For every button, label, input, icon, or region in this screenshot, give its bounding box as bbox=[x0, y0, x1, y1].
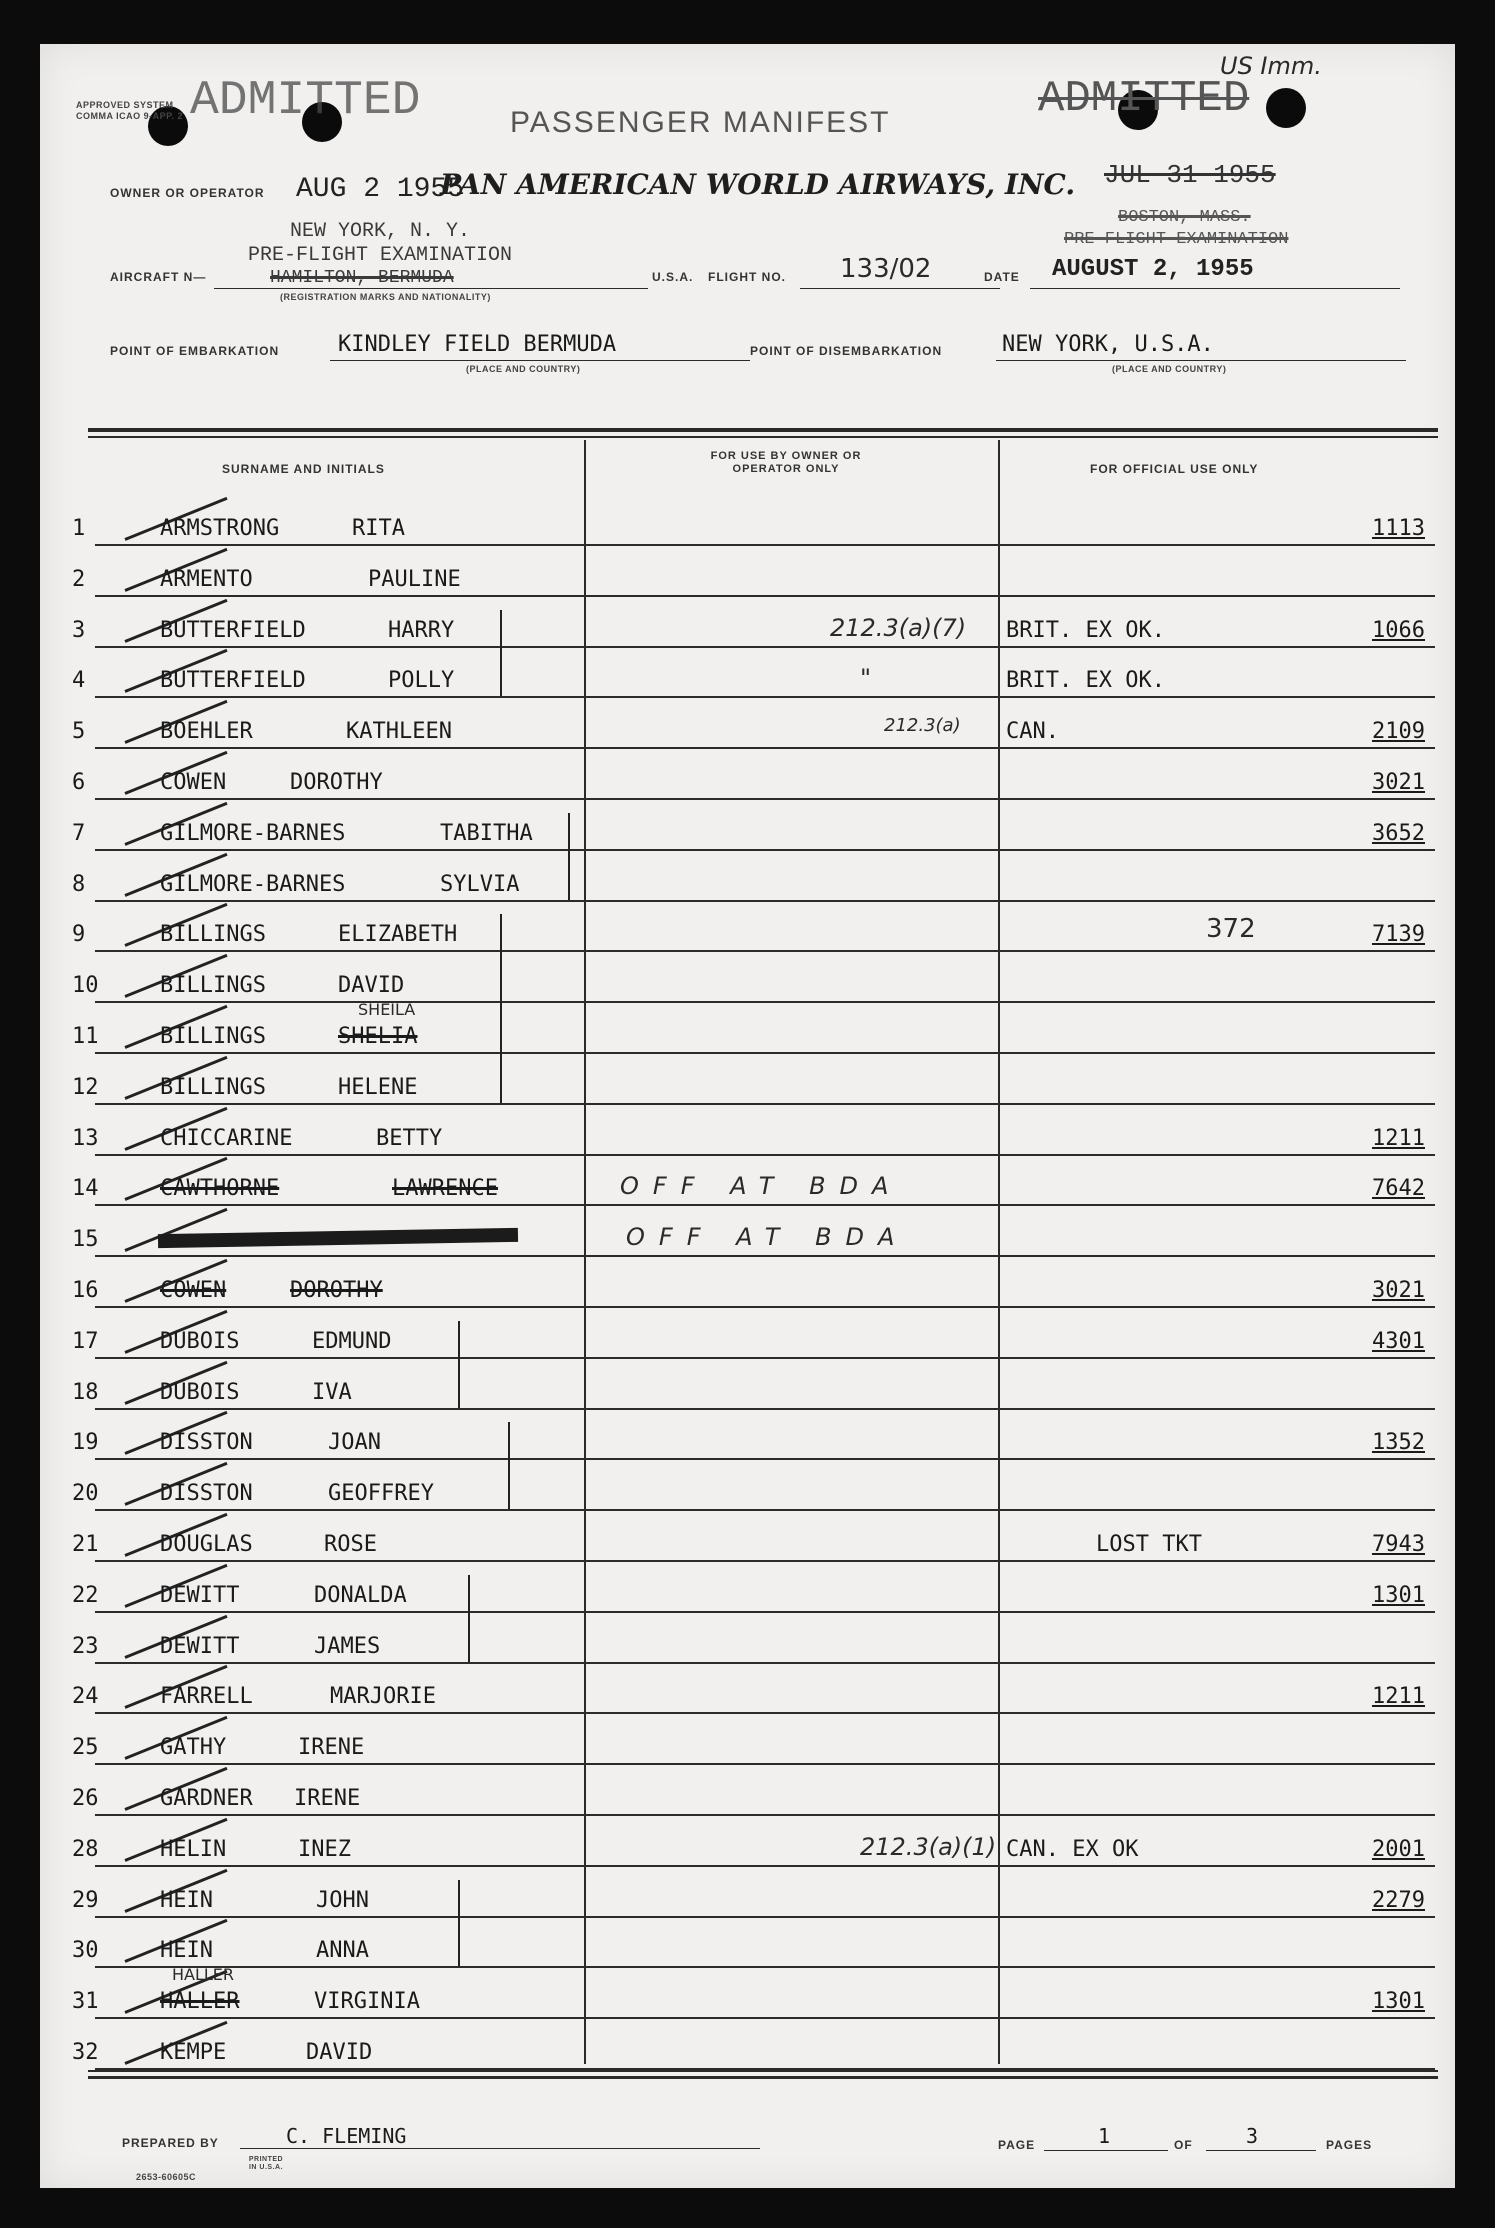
table-row bbox=[40, 1774, 1455, 1822]
table-row bbox=[40, 1317, 1455, 1365]
official-note: CAN. bbox=[1006, 719, 1059, 745]
redaction-bar bbox=[158, 1228, 518, 1248]
table-row bbox=[40, 1622, 1455, 1670]
given-name: VIRGINIA bbox=[314, 1989, 420, 2015]
preflight-stamp-line1: NEW YORK, N. Y. bbox=[290, 220, 471, 243]
given-name: ELIZABETH bbox=[338, 922, 458, 948]
row-rule bbox=[95, 2017, 1435, 2019]
given-name: PAULINE bbox=[368, 566, 461, 592]
table-row bbox=[40, 1215, 1455, 1263]
given-name: DOROTHY bbox=[290, 770, 383, 795]
family-bracket bbox=[508, 1422, 510, 1509]
table-row bbox=[40, 707, 1455, 755]
boston-stamp-line2: PRE-FLIGHT EXAMINATION bbox=[1064, 230, 1289, 249]
boston-stamp-line1: BOSTON, MASS. bbox=[1118, 208, 1251, 227]
admitted-stamp-left: ADMITTED bbox=[190, 74, 421, 128]
official-code: 7642 bbox=[1372, 1176, 1425, 1202]
row-number: 8 bbox=[72, 871, 86, 897]
owner-value: PAN AMERICAN WORLD AIRWAYS, INC. bbox=[440, 168, 1076, 201]
approval-stamp: APPROVED SYSTEM COMMA ICAO 9-APP. 2 bbox=[76, 100, 184, 121]
official-code: 1211 bbox=[1372, 1684, 1425, 1710]
handwritten-correction: SHEILA bbox=[358, 1000, 416, 1019]
date-underline bbox=[1030, 288, 1400, 289]
table-row bbox=[40, 1926, 1455, 1974]
row-rule bbox=[95, 1306, 1435, 1308]
owner-label: OWNER OR OPERATOR bbox=[110, 186, 265, 200]
official-code: 2109 bbox=[1372, 719, 1425, 745]
punch-hole-right-2 bbox=[1266, 88, 1306, 128]
table-row bbox=[40, 961, 1455, 1009]
table-row bbox=[40, 1825, 1455, 1873]
row-rule bbox=[95, 1662, 1435, 1664]
surname: KEMPE bbox=[160, 2040, 227, 2065]
table-row bbox=[40, 1469, 1455, 1517]
official-code: 3021 bbox=[1372, 770, 1425, 795]
row-rule bbox=[95, 696, 1435, 698]
given-name: SYLVIA bbox=[440, 871, 520, 897]
family-bracket bbox=[568, 813, 570, 900]
date-stamp-right: JUL 31 1955 bbox=[1104, 160, 1276, 190]
given-name: BETTY bbox=[376, 1125, 443, 1151]
date-value: AUGUST 2, 1955 bbox=[1052, 256, 1254, 283]
row-number: 32 bbox=[72, 2040, 99, 2065]
official-code: 2001 bbox=[1372, 1836, 1425, 1862]
row-number: 6 bbox=[72, 770, 86, 795]
table-row bbox=[40, 1418, 1455, 1466]
preflight-stamp-line2: PRE-FLIGHT EXAMINATION bbox=[248, 244, 513, 267]
owner-note: 212.3(a) bbox=[884, 715, 961, 737]
surname: BILLINGS bbox=[160, 922, 266, 948]
row-rule bbox=[95, 646, 1435, 648]
given-name: DONALDA bbox=[314, 1582, 407, 1608]
row-rule bbox=[95, 1763, 1435, 1765]
owner-note: " bbox=[860, 664, 872, 693]
table-row bbox=[40, 1063, 1455, 1111]
flight-label: FLIGHT NO. bbox=[708, 270, 786, 284]
row-number: 5 bbox=[72, 719, 86, 745]
official-note: LOST TKT bbox=[1096, 1532, 1202, 1557]
table-top-rule-2 bbox=[88, 436, 1438, 438]
row-number: 13 bbox=[72, 1125, 99, 1151]
surname: BILLINGS bbox=[160, 1024, 266, 1049]
surname: BUTTERFIELD bbox=[160, 668, 306, 694]
row-number: 7 bbox=[72, 820, 86, 846]
table-row bbox=[40, 860, 1455, 908]
row-number: 24 bbox=[72, 1684, 99, 1710]
aircraft-underline bbox=[214, 288, 648, 289]
manifest-sheet bbox=[40, 44, 1455, 2188]
row-rule bbox=[95, 1103, 1435, 1105]
table-row bbox=[40, 758, 1455, 806]
official-note: 372 bbox=[1206, 914, 1256, 945]
surname: GATHY bbox=[160, 1735, 227, 1761]
given-name: JOHN bbox=[316, 1887, 369, 1913]
col-header-owner: FOR USE BY OWNER OR OPERATOR ONLY bbox=[710, 450, 862, 475]
given-name: DOROTHY bbox=[290, 1278, 383, 1303]
table-row bbox=[40, 1876, 1455, 1924]
flight-value: 133/02 bbox=[840, 254, 932, 284]
surname: HEIN bbox=[160, 1887, 213, 1913]
official-code: 1352 bbox=[1372, 1430, 1425, 1456]
embark-underline bbox=[330, 360, 750, 361]
of-underline bbox=[1206, 2150, 1316, 2151]
table-row bbox=[40, 1672, 1455, 1720]
row-number: 18 bbox=[72, 1379, 99, 1405]
row-rule bbox=[95, 595, 1435, 597]
prepared-underline bbox=[240, 2148, 760, 2149]
table-row bbox=[40, 1266, 1455, 1314]
family-bracket bbox=[500, 610, 502, 697]
surname: CAWTHORNE bbox=[160, 1176, 280, 1202]
official-code: 3021 bbox=[1372, 1278, 1425, 1303]
surname: BILLINGS bbox=[160, 1074, 266, 1100]
form-number: 2653-60605C bbox=[136, 2172, 197, 2182]
preflight-stamp-line3: HAMILTON, BERMUDA bbox=[270, 268, 454, 288]
row-number: 16 bbox=[72, 1278, 99, 1303]
row-number: 14 bbox=[72, 1176, 99, 1202]
official-code: 4301 bbox=[1372, 1328, 1425, 1354]
table-row bbox=[40, 1571, 1455, 1619]
given-name: LAWRENCE bbox=[392, 1176, 498, 1202]
row-rule bbox=[95, 1357, 1435, 1359]
given-name: EDMUND bbox=[312, 1328, 392, 1354]
table-row bbox=[40, 1164, 1455, 1212]
row-rule bbox=[95, 1052, 1435, 1054]
table-row bbox=[40, 1520, 1455, 1568]
row-number: 26 bbox=[72, 1786, 99, 1811]
usa-label: U.S.A. bbox=[652, 270, 694, 284]
surname: HELIN bbox=[160, 1836, 227, 1862]
handwritten-correction: HALLER bbox=[172, 1965, 235, 1985]
col-header-surname: SURNAME AND INITIALS bbox=[222, 462, 385, 476]
table-row bbox=[40, 2028, 1455, 2076]
official-code: 1113 bbox=[1372, 516, 1425, 541]
surname: BOEHLER bbox=[160, 719, 253, 745]
table-row bbox=[40, 910, 1455, 958]
table-bottom-rule-2 bbox=[88, 2076, 1438, 2079]
table-row bbox=[40, 555, 1455, 603]
printed-in-usa: PRINTED IN U.S.A. bbox=[248, 2156, 284, 2171]
official-code: 1301 bbox=[1372, 1989, 1425, 2015]
owner-note: OFF AT BDA bbox=[620, 1172, 903, 1201]
row-rule bbox=[95, 798, 1435, 800]
given-name: DAVID bbox=[306, 2040, 373, 2065]
row-number: 2 bbox=[72, 566, 86, 592]
date-stamp-left: AUG 2 1955 bbox=[296, 174, 465, 205]
surname: DUBOIS bbox=[160, 1328, 240, 1354]
surname: DEWITT bbox=[160, 1633, 240, 1659]
date-label: DATE bbox=[984, 270, 1020, 284]
row-rule bbox=[95, 1865, 1435, 1867]
row-rule bbox=[95, 1509, 1435, 1511]
given-name: POLLY bbox=[388, 668, 455, 694]
row-rule bbox=[95, 849, 1435, 851]
row-rule bbox=[95, 1611, 1435, 1613]
family-bracket bbox=[500, 914, 502, 1102]
row-rule bbox=[95, 1712, 1435, 1714]
row-number: 3 bbox=[72, 617, 86, 643]
table-row bbox=[40, 1965, 1455, 2025]
row-rule bbox=[95, 544, 1435, 546]
disembark-underline bbox=[996, 360, 1406, 361]
given-name: DAVID bbox=[338, 973, 405, 999]
row-rule bbox=[95, 1966, 1435, 1968]
row-number: 30 bbox=[72, 1938, 99, 1964]
official-note: CAN. EX OK bbox=[1006, 1836, 1139, 1862]
row-rule bbox=[95, 1001, 1435, 1003]
official-code: 7943 bbox=[1372, 1532, 1425, 1557]
page-value: 1 bbox=[1098, 2124, 1111, 2148]
row-rule bbox=[95, 1408, 1435, 1410]
us-imm-annotation: US Imm. bbox=[1220, 52, 1322, 80]
aircraft-sublabel: (REGISTRATION MARKS AND NATIONALITY) bbox=[280, 292, 491, 302]
surname: GILMORE-BARNES bbox=[160, 871, 346, 897]
row-number: 22 bbox=[72, 1582, 99, 1608]
official-code: 1066 bbox=[1372, 617, 1425, 643]
given-name: SHELIA bbox=[338, 1024, 418, 1049]
row-rule bbox=[95, 1560, 1435, 1562]
given-name: ROSE bbox=[324, 1532, 377, 1557]
prepared-label: PREPARED BY bbox=[122, 2136, 219, 2150]
table-row bbox=[40, 1000, 1455, 1060]
manifest-title: PASSENGER MANIFEST bbox=[510, 106, 891, 139]
official-note: BRIT. EX OK. bbox=[1006, 668, 1165, 694]
table-row bbox=[40, 1114, 1455, 1162]
surname: FARRELL bbox=[160, 1684, 253, 1710]
given-name: HELENE bbox=[338, 1074, 418, 1100]
given-name: GEOFFREY bbox=[328, 1481, 434, 1507]
embark-sublabel: (PLACE AND COUNTRY) bbox=[466, 364, 581, 374]
surname: ARMSTRONG bbox=[160, 516, 280, 541]
surname: BILLINGS bbox=[160, 973, 266, 999]
surname: BUTTERFIELD bbox=[160, 617, 306, 643]
surname: DEWITT bbox=[160, 1582, 240, 1608]
given-name: JOAN bbox=[328, 1430, 381, 1456]
owner-note: 212.3(a)(7) bbox=[830, 613, 967, 642]
official-code: 1211 bbox=[1372, 1125, 1425, 1151]
aircraft-label: AIRCRAFT N— bbox=[110, 270, 207, 284]
family-bracket bbox=[458, 1880, 460, 1967]
surname: ARMENTO bbox=[160, 566, 253, 592]
surname: GARDNER bbox=[160, 1786, 253, 1811]
row-number: 28 bbox=[72, 1836, 99, 1862]
col-header-official: FOR OFFICIAL USE ONLY bbox=[1090, 462, 1259, 476]
row-rule bbox=[95, 1204, 1435, 1206]
disembark-value: NEW YORK, U.S.A. bbox=[1002, 332, 1214, 357]
row-rule bbox=[95, 1814, 1435, 1816]
pages-label: PAGES bbox=[1326, 2138, 1373, 2152]
table-row bbox=[40, 1368, 1455, 1416]
row-number: 12 bbox=[72, 1074, 99, 1100]
row-rule bbox=[95, 900, 1435, 902]
embark-label: POINT OF EMBARKATION bbox=[110, 344, 280, 358]
row-rule bbox=[95, 1458, 1435, 1460]
table-row bbox=[40, 504, 1455, 552]
surname: DOUGLAS bbox=[160, 1532, 253, 1557]
table-row bbox=[40, 809, 1455, 857]
given-name: TABITHA bbox=[440, 820, 533, 846]
row-number: 17 bbox=[72, 1328, 99, 1354]
given-name: JAMES bbox=[314, 1633, 381, 1659]
surname: COWEN bbox=[160, 770, 227, 795]
surname: DISSTON bbox=[160, 1481, 253, 1507]
official-code: 3652 bbox=[1372, 820, 1425, 846]
given-name: MARJORIE bbox=[330, 1684, 436, 1710]
owner-note: 212.3(a)(1) bbox=[860, 1832, 997, 1861]
row-number: 15 bbox=[72, 1227, 99, 1253]
official-note: BRIT. EX OK. bbox=[1006, 617, 1165, 643]
embark-value: KINDLEY FIELD BERMUDA bbox=[338, 332, 617, 357]
row-rule bbox=[95, 747, 1435, 749]
given-name: INEZ bbox=[298, 1836, 351, 1862]
table-bottom-rule bbox=[88, 2070, 1438, 2072]
disembark-sublabel: (PLACE AND COUNTRY) bbox=[1112, 364, 1227, 374]
table-row bbox=[40, 606, 1455, 654]
row-number: 11 bbox=[72, 1024, 99, 1049]
page-underline bbox=[1044, 2150, 1168, 2151]
given-name: HARRY bbox=[388, 617, 455, 643]
row-number: 23 bbox=[72, 1633, 99, 1659]
row-number: 1 bbox=[72, 516, 86, 541]
page-label: PAGE bbox=[998, 2138, 1036, 2152]
surname: HEIN bbox=[160, 1938, 213, 1964]
row-rule bbox=[95, 1916, 1435, 1918]
row-number: 29 bbox=[72, 1887, 99, 1913]
flight-underline bbox=[800, 288, 1000, 289]
given-name: IVA bbox=[312, 1379, 352, 1405]
family-bracket bbox=[468, 1575, 470, 1662]
row-number: 25 bbox=[72, 1735, 99, 1761]
given-name: ANNA bbox=[316, 1938, 369, 1964]
surname: HALLER bbox=[160, 1989, 240, 2015]
table-row bbox=[40, 656, 1455, 704]
disembark-label: POINT OF DISEMBARKATION bbox=[750, 344, 943, 358]
admitted-stamp-right: ADMITTED bbox=[1038, 74, 1250, 124]
row-number: 10 bbox=[72, 973, 99, 999]
row-number: 4 bbox=[72, 668, 86, 694]
surname: GILMORE-BARNES bbox=[160, 820, 346, 846]
given-name: KATHLEEN bbox=[346, 719, 452, 745]
family-bracket bbox=[458, 1321, 460, 1408]
given-name: RITA bbox=[352, 516, 405, 541]
table-row bbox=[40, 1723, 1455, 1771]
table-top-rule bbox=[88, 428, 1438, 432]
row-number: 31 bbox=[72, 1989, 99, 2015]
row-number: 9 bbox=[72, 922, 86, 948]
official-code: 1301 bbox=[1372, 1582, 1425, 1608]
surname: CHICCARINE bbox=[160, 1125, 293, 1151]
of-label: OF bbox=[1174, 2138, 1193, 2152]
surname: COWEN bbox=[160, 1278, 227, 1303]
row-number: 21 bbox=[72, 1532, 99, 1557]
row-number: 19 bbox=[72, 1430, 99, 1456]
row-rule bbox=[95, 1255, 1435, 1257]
row-number: 20 bbox=[72, 1481, 99, 1507]
official-code: 2279 bbox=[1372, 1887, 1425, 1913]
of-value: 3 bbox=[1246, 2124, 1259, 2148]
row-rule bbox=[95, 1154, 1435, 1156]
given-name: IRENE bbox=[298, 1735, 365, 1761]
prepared-value: C. FLEMING bbox=[286, 2124, 407, 2148]
official-code: 7139 bbox=[1372, 922, 1425, 948]
given-name: IRENE bbox=[294, 1786, 361, 1811]
row-rule bbox=[95, 950, 1435, 952]
surname: DUBOIS bbox=[160, 1379, 240, 1405]
surname: DISSTON bbox=[160, 1430, 253, 1456]
owner-note: OFF AT BDA bbox=[626, 1223, 909, 1252]
